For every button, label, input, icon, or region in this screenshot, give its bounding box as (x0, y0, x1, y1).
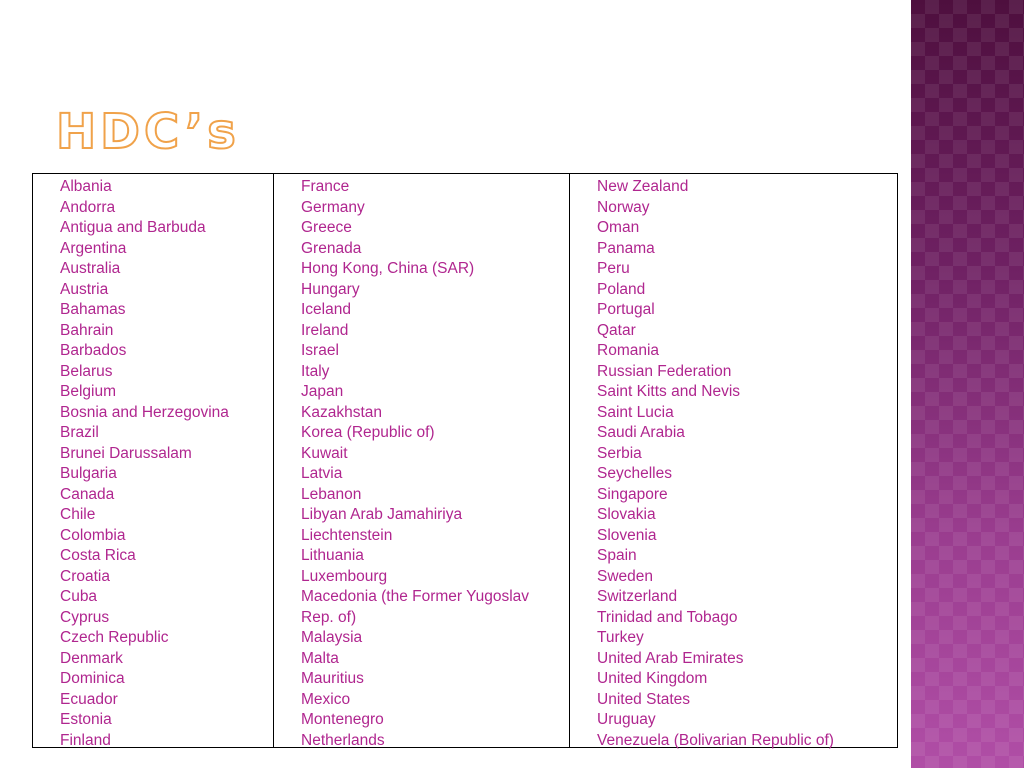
country-item: Serbia (597, 444, 642, 462)
country-item: Libyan Arab Jamahiriya (301, 506, 463, 523)
country-item: Mexico (301, 690, 351, 708)
country-item: Grenada (301, 239, 362, 257)
country-item: Montenegro (301, 711, 384, 728)
country-item: Belgium (60, 383, 116, 400)
country-item: Croatia (60, 567, 110, 585)
country-list (301, 177, 569, 751)
country-item: Chile (60, 506, 96, 523)
country-list (597, 177, 897, 751)
country-item: Netherlands (301, 731, 385, 749)
country-item: Portugal (597, 301, 655, 318)
country-item: Ecuador (60, 690, 118, 708)
country-item: Peru (597, 260, 630, 277)
country-item: Italy (301, 362, 330, 380)
country-item: Turkey (597, 629, 644, 646)
country-item: Denmark (60, 649, 123, 667)
country-item: Poland (597, 280, 646, 298)
country-item: Ireland (301, 321, 349, 339)
country-item: Liechtenstein (301, 526, 393, 544)
country-item: Kuwait (301, 444, 348, 462)
country-item: Andorra (60, 198, 116, 216)
country-item: Seychelles (597, 465, 672, 482)
country-item: Estonia (60, 711, 112, 728)
country-item: Slovakia (597, 506, 656, 523)
country-item: Germany (301, 198, 365, 216)
country-item: Saudi Arabia (597, 424, 685, 441)
country-item: United States (597, 690, 691, 708)
country-item: Rep. of) (301, 608, 357, 626)
country-item: Bulgaria (60, 465, 117, 482)
country-item: Brunei Darussalam (60, 444, 192, 462)
country-item: Hungary (301, 280, 360, 298)
country-item: Macedonia (the Former Yugoslav (301, 588, 530, 605)
country-item: Argentina (60, 239, 127, 257)
country-item: Romania (597, 342, 660, 359)
country-item: Saint Lucia (597, 403, 674, 421)
country-item: Belarus (60, 362, 113, 380)
country-item: Malaysia (301, 629, 363, 646)
country-item: Mauritius (301, 670, 364, 687)
country-item: Albania (60, 178, 112, 195)
country-item: Kazakhstan (301, 403, 382, 421)
country-item: Latvia (301, 465, 343, 482)
table-column-1 (33, 174, 273, 747)
country-item: Lithuania (301, 547, 364, 564)
country-item: Brazil (60, 424, 99, 441)
country-item: Korea (Republic of) (301, 424, 435, 441)
country-item: Bosnia and Herzegovina (60, 403, 229, 421)
country-item: Cuba (60, 588, 98, 605)
country-item: Luxembourg (301, 567, 388, 585)
country-item: Bahamas (60, 301, 126, 318)
country-item: Austria (60, 280, 109, 298)
country-item: France (301, 178, 350, 195)
table-column-2 (273, 174, 569, 747)
country-item: Bahrain (60, 321, 114, 339)
country-item: Costa Rica (60, 547, 136, 564)
country-item: Switzerland (597, 588, 678, 605)
country-item: Slovenia (597, 526, 657, 544)
country-item: United Arab Emirates (597, 649, 744, 667)
country-item: Israel (301, 342, 339, 359)
country-item: Iceland (301, 301, 351, 318)
country-item: Lebanon (301, 485, 362, 503)
country-item: Malta (301, 649, 339, 667)
country-item: Trinidad and Tobago (597, 608, 738, 626)
decorative-side-band (911, 0, 1024, 768)
country-item: Panama (597, 239, 655, 257)
country-item: Hong Kong, China (SAR) (301, 260, 475, 277)
country-item: Venezuela (Bolivarian Republic of) (597, 731, 834, 749)
country-list (60, 177, 273, 751)
country-item: Qatar (597, 321, 636, 339)
country-item: Oman (597, 219, 640, 236)
country-item: Canada (60, 485, 115, 503)
table-column-3 (569, 174, 897, 747)
country-item: Australia (60, 260, 121, 277)
country-item: Greece (301, 219, 352, 236)
page-title: HDC’s (56, 104, 240, 160)
country-item: New Zealand (597, 178, 689, 195)
country-item: Russian Federation (597, 362, 732, 380)
country-item: Saint Kitts and Nevis (597, 383, 741, 400)
country-item: Antigua and Barbuda (60, 219, 206, 236)
country-item: Spain (597, 547, 637, 564)
country-item: Sweden (597, 567, 654, 585)
country-item: Singapore (597, 485, 668, 503)
country-item: Norway (597, 198, 650, 216)
country-item: Uruguay (597, 711, 656, 728)
country-item: Barbados (60, 342, 127, 359)
country-item: Japan (301, 383, 344, 400)
country-item: Colombia (60, 526, 126, 544)
country-table (32, 173, 898, 748)
country-item: Cyprus (60, 608, 110, 626)
country-item: United Kingdom (597, 670, 708, 687)
country-item: Czech Republic (60, 629, 169, 646)
country-item: Dominica (60, 670, 125, 687)
country-item: Finland (60, 731, 111, 749)
